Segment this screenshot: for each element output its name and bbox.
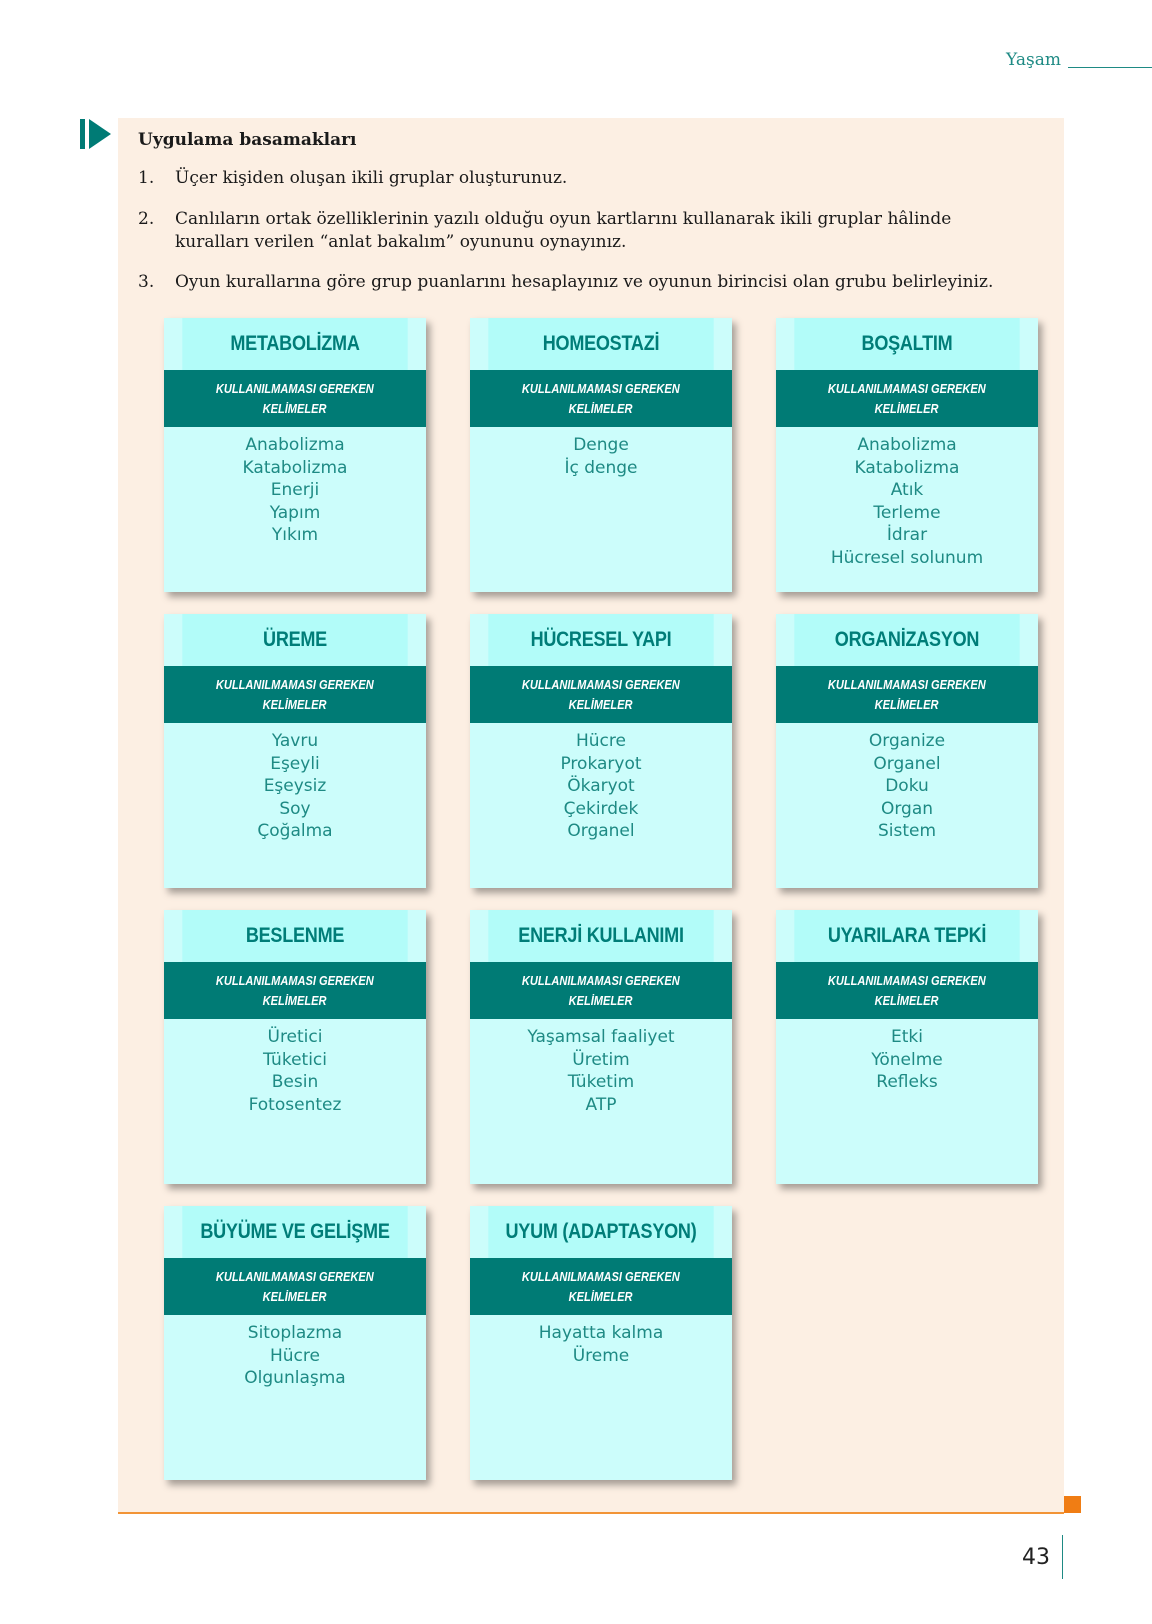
band-line-1: KULLANILMAMASI GEREKEN: [216, 972, 374, 988]
word: Refleks: [876, 1072, 938, 1092]
page-number: 43: [1022, 1545, 1050, 1570]
band-line-2: KELİMELER: [875, 696, 939, 712]
band-line-2: KELİMELER: [875, 992, 939, 1008]
header-title: Yaşam: [1006, 50, 1062, 70]
word-list: [164, 427, 426, 547]
card-title: HÜCRESEL YAPI: [488, 614, 713, 666]
word-list: [164, 723, 426, 843]
word: Eşeysiz: [263, 776, 327, 796]
word-card-hucresel-yapi: [470, 614, 732, 888]
word: Anabolizma: [857, 435, 957, 455]
forbidden-words-band: [470, 370, 732, 427]
card-title: UYARILARA TEPKİ: [794, 910, 1019, 962]
word: ATP: [585, 1094, 617, 1115]
band-line-1: KULLANILMAMASI GEREKEN: [216, 380, 374, 396]
card-title: ORGANİZASYON: [794, 614, 1019, 666]
word: Sitoplazma: [247, 1323, 343, 1343]
word: Hücre: [270, 1345, 320, 1366]
panel-bottom-rule: [118, 1512, 1064, 1514]
word: Atık: [890, 480, 924, 500]
step-number: 3.: [138, 272, 155, 292]
word-list: [470, 723, 732, 843]
word: Çoğalma: [257, 821, 333, 841]
band-line-2: KELİMELER: [569, 992, 633, 1008]
card-title: UYUM (ADAPTASYON): [488, 1206, 713, 1258]
steps-title: Uygulama basamakları: [138, 130, 357, 150]
word: Üreme: [572, 1345, 630, 1366]
band-line-2: KELİMELER: [263, 696, 327, 712]
band-line-2: KELİMELER: [263, 1288, 327, 1304]
band-line-1: KULLANILMAMASI GEREKEN: [522, 972, 680, 988]
word: Üretici: [267, 1027, 323, 1047]
word: İdrar: [886, 525, 928, 545]
word-list: [470, 1019, 732, 1116]
word-list: [470, 427, 732, 479]
word: Enerji: [270, 480, 320, 500]
word: Doku: [885, 776, 929, 796]
word: Terleme: [873, 502, 941, 523]
word-card-enerji-kullanimi: [470, 910, 732, 1184]
step-text: Canlıların ortak özelliklerinin yazılı olduğu oyun kartlarını kullanarak ikili gruplar hâlinde kuralları verilen “anlat bakalım” oyununu oynayınız.: [175, 209, 952, 252]
card-title: ENERJİ KULLANIMI: [488, 910, 713, 962]
word: Çekirdek: [563, 798, 639, 819]
word-card-metabolizma: [164, 318, 426, 592]
step-text: Oyun kurallarına göre grup puanlarını hesaplayınız ve oyunun birincisi olan grubu belirleyiniz.: [175, 272, 994, 292]
word: İç denge: [564, 457, 638, 478]
word-list: [776, 723, 1038, 843]
word: Hücresel solunum: [830, 547, 984, 568]
band-line-1: KULLANILMAMASI GEREKEN: [828, 676, 986, 692]
word: Tüketim: [567, 1072, 635, 1092]
band-line-1: KULLANILMAMASI GEREKEN: [828, 380, 986, 396]
band-line-1: KULLANILMAMASI GEREKEN: [522, 1268, 680, 1284]
band-line-2: KELİMELER: [569, 696, 633, 712]
band-line-1: KULLANILMAMASI GEREKEN: [522, 676, 680, 692]
orange-corner-marker: [1064, 1496, 1081, 1513]
card-title: HOMEOSTAZİ: [488, 318, 713, 370]
card-title: BESLENME: [182, 910, 407, 962]
word: Yönelme: [871, 1049, 943, 1070]
word-list: [164, 1315, 426, 1390]
forbidden-words-band: [776, 666, 1038, 723]
word: Organel: [873, 753, 941, 774]
forbidden-words-band: [470, 1258, 732, 1315]
forbidden-words-band: [164, 962, 426, 1019]
word: Soy: [279, 798, 311, 819]
card-title: ÜREME: [182, 614, 407, 666]
word: Yıkım: [271, 525, 319, 545]
step-number: 1.: [138, 168, 155, 188]
forbidden-words-band: [164, 1258, 426, 1315]
forbidden-words-band: [164, 370, 426, 427]
band-line-2: KELİMELER: [263, 400, 327, 416]
word: Yaşamsal faaliyet: [527, 1027, 675, 1047]
word: Hücre: [576, 731, 626, 751]
step-text: Üçer kişiden oluşan ikili gruplar oluşturunuz.: [175, 168, 568, 188]
word-list: [164, 1019, 426, 1116]
word-card-bosaltim: [776, 318, 1038, 592]
word-list: [776, 1019, 1038, 1094]
band-line-1: KULLANILMAMASI GEREKEN: [828, 972, 986, 988]
forbidden-words-band: [776, 370, 1038, 427]
band-line-2: KELİMELER: [875, 400, 939, 416]
word: Organize: [868, 731, 946, 751]
card-title: BÜYÜME VE GELİŞME: [182, 1206, 407, 1258]
section-arrow-icon: [80, 118, 114, 150]
word: Tüketici: [263, 1049, 327, 1070]
word-card-homeostazi: [470, 318, 732, 592]
word: Etki: [891, 1027, 923, 1047]
word: Fotosentez: [248, 1094, 342, 1115]
word-card-organizasyon: [776, 614, 1038, 888]
word: Yavru: [271, 731, 319, 751]
band-line-2: KELİMELER: [263, 992, 327, 1008]
word: Organ: [880, 798, 934, 819]
word: Anabolizma: [245, 435, 345, 455]
word: Prokaryot: [560, 753, 642, 774]
card-title: METABOLİZMA: [182, 318, 407, 370]
word-list: [776, 427, 1038, 569]
band-line-2: KELİMELER: [569, 1288, 633, 1304]
word: Katabolizma: [854, 457, 960, 478]
band-line-1: KULLANILMAMASI GEREKEN: [216, 1268, 374, 1284]
forbidden-words-band: [164, 666, 426, 723]
word: Katabolizma: [242, 457, 348, 478]
word-card-uyum-adaptasyon: [470, 1206, 732, 1480]
word: Ökaryot: [567, 776, 635, 796]
forbidden-words-band: [470, 962, 732, 1019]
word-card-uyarilara-tepki: [776, 910, 1038, 1184]
forbidden-words-band: [470, 666, 732, 723]
band-line-1: KULLANILMAMASI GEREKEN: [522, 380, 680, 396]
forbidden-words-band: [776, 962, 1038, 1019]
word-card-beslenme: [164, 910, 426, 1184]
word: Sistem: [877, 821, 937, 841]
word: Denge: [573, 435, 629, 455]
word: Üretim: [572, 1049, 630, 1070]
word: Organel: [567, 821, 635, 841]
word-list: [470, 1315, 732, 1367]
card-title: BOŞALTIM: [794, 318, 1019, 370]
word-card-ureme: [164, 614, 426, 888]
word-card-buyume-ve-gelisme: [164, 1206, 426, 1480]
header-rule: [1068, 67, 1152, 68]
word: Yapım: [269, 502, 321, 523]
step-number: 2.: [138, 209, 155, 229]
word: Olgunlaşma: [244, 1368, 346, 1388]
band-line-2: KELİMELER: [569, 400, 633, 416]
word: Eşeyli: [270, 753, 320, 774]
page-number-rule: [1062, 1535, 1063, 1579]
band-line-1: KULLANILMAMASI GEREKEN: [216, 676, 374, 692]
word: Besin: [271, 1072, 319, 1092]
word: Hayatta kalma: [538, 1323, 664, 1343]
